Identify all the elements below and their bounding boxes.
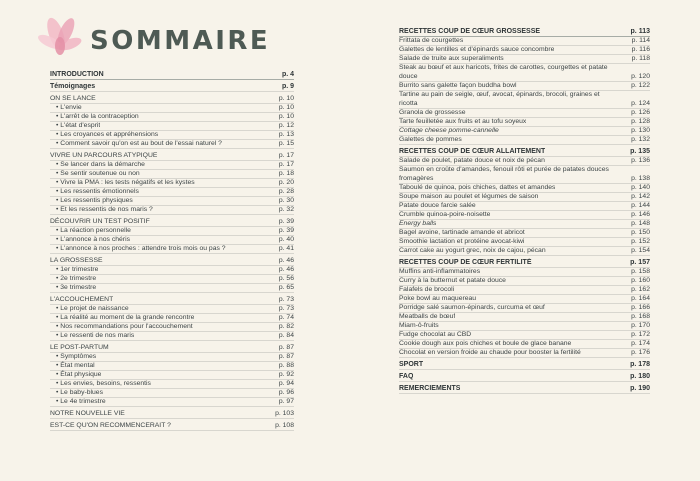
toc-entry-title: • Les croyances et appréhensions [50, 130, 158, 139]
toc-entry-page: p. 116 [631, 46, 650, 53]
toc-entry-title: Taboulé de quinoa, pois chiches, dattes et amandes [399, 184, 556, 191]
toc-entry-title: Soupe maison au poulet et légumes de saison [399, 193, 539, 200]
toc-entry-page: p. 168 [631, 313, 650, 320]
toc-entry [50, 379, 294, 388]
toc-entry-page: p. 28 [278, 188, 294, 195]
toc-entry-page: p. 94 [278, 380, 294, 387]
toc-entry [50, 322, 294, 331]
toc-entry-title: Curry à la butternut et patate douce [399, 277, 506, 284]
toc-entry-title: Galettes de pommes [399, 136, 462, 143]
toc-entry-page: p. 178 [630, 361, 650, 368]
toc-entry [50, 112, 294, 121]
toc-entry-page: p. 20 [278, 179, 294, 186]
toc-entry-page: p. 120 [631, 73, 650, 80]
toc-entry [50, 139, 294, 148]
toc-entry-title: Poke bowl au maquereau [399, 295, 477, 302]
toc-entry-title: Porridge salé saumon-épinards, curcuma et œuf [399, 304, 545, 311]
toc-entry-page: p. 136 [631, 157, 650, 164]
divider [399, 393, 650, 394]
toc-entry [399, 210, 650, 219]
toc-entry-title: Témoignages [50, 83, 96, 90]
toc-entry-title: SPORT [399, 361, 424, 368]
toc-entry [399, 192, 650, 201]
toc-entry-page: p. 113 [630, 28, 650, 35]
toc-entry-title: • Nos recommandations pour l'accouchement [50, 322, 193, 331]
toc-entry-title: • 1er trimestre [50, 265, 98, 274]
toc-entry-title: L'ACCOUCHEMENT [50, 296, 114, 303]
toc-entry-title: • État mental [50, 361, 95, 370]
toc-entry-page: p. 114 [631, 37, 650, 44]
toc-entry-page: p. 10 [278, 95, 294, 102]
toc-entry-title: RECETTES COUP DE CŒUR GROSSESSE [399, 28, 541, 35]
toc-entry-page: p. 174 [631, 340, 650, 347]
toc-entry-page: p. 124 [631, 100, 650, 107]
divider [399, 357, 650, 358]
toc-entry-page: p. 13 [278, 131, 294, 138]
toc-entry [399, 285, 650, 294]
toc-entry-page: p. 12 [278, 122, 294, 129]
toc-entry-page: p. 74 [278, 314, 294, 321]
toc-entry-page: p. 122 [631, 82, 650, 89]
toc-entry-title: • L'envie [50, 103, 82, 112]
toc-entry-title: • Vivre la PMA : les tests négatifs et les kystes [50, 178, 195, 187]
toc-entry-title: REMERCIEMENTS [399, 385, 461, 392]
toc-entry-page: p. 172 [631, 331, 650, 338]
toc-entry-page: p. 84 [278, 332, 294, 339]
toc-entry [50, 130, 294, 139]
toc-entry-title: • La réaction personnelle [50, 226, 131, 235]
toc-entry-page: p. 87 [278, 353, 294, 360]
toc-entry-title: • L'annonce à nos chéris [50, 235, 130, 244]
toc-entry-title: • Les envies, besoins, ressentis [50, 379, 151, 388]
toc-entry [50, 121, 294, 130]
divider [399, 381, 650, 382]
toc-entry-page: p. 132 [631, 136, 650, 143]
toc-entry [50, 331, 294, 340]
toc-entry [50, 283, 294, 292]
toc-entry-page: p. 88 [278, 362, 294, 369]
toc-entry [50, 178, 294, 187]
toc-entry [399, 237, 650, 246]
toc-entry [399, 303, 650, 312]
toc-entry [399, 219, 650, 228]
toc-entry [50, 361, 294, 370]
toc-entry-title: Burrito sans galette façon buddha bowl [399, 82, 517, 89]
toc-entry [399, 267, 650, 276]
toc-entry-title: • Symptômes [50, 352, 96, 361]
toc-entry [399, 183, 650, 192]
toc-entry-title: Smoothie lactation et protéine avocat-kiwi [399, 238, 525, 245]
toc-entry-page: p. 148 [631, 220, 650, 227]
toc-entry-page: p. 154 [631, 247, 650, 254]
toc-entry-page: p. 97 [278, 398, 294, 405]
toc-entry-page: p. 9 [281, 83, 294, 90]
toc-entry-title: • Le ressenti de nos maris [50, 331, 134, 340]
toc-entry [399, 81, 650, 90]
toc-entry-title: NOTRE NOUVELLE VIE [50, 410, 125, 417]
toc-entry [50, 244, 294, 253]
toc-entry-title: • L'état d'esprit [50, 121, 100, 130]
divider [50, 214, 294, 215]
toc-entry-page: p. 157 [630, 259, 650, 266]
toc-entry [399, 201, 650, 210]
toc-entry-page: p. 103 [275, 410, 294, 417]
toc-entry-title: Tartine au pain de seigle, œuf, avocat, épinards, brocoli, graines et ricotta [399, 91, 600, 107]
toc-entry [399, 63, 650, 81]
toc-entry-title: • Les ressentis physiques [50, 196, 133, 205]
toc-entry [50, 313, 294, 322]
divider [50, 292, 294, 293]
toc-entry [399, 36, 650, 45]
toc-entry-page: p. 180 [630, 373, 650, 380]
toc-entry-title: Patate douce farcie salée [399, 202, 476, 209]
toc-entry-page: p. 146 [631, 211, 650, 218]
toc-entry [50, 304, 294, 313]
toc-entry-page: p. 108 [275, 422, 294, 429]
toc-entry-title: DÉCOUVRIR UN TEST POSITIF [50, 218, 150, 225]
toc-entry-title: Energy balls [399, 220, 437, 227]
toc-entry-page: p. 40 [278, 236, 294, 243]
toc-entry-title: • L'arrêt de la contraception [50, 112, 139, 121]
toc-entry-title: LA GROSSESSE [50, 257, 103, 264]
flower-logo-icon [36, 14, 86, 56]
toc-entry-page: p. 39 [278, 218, 294, 225]
toc-entry [50, 235, 294, 244]
toc-entry-page: p. 4 [281, 71, 294, 78]
toc-entry-title: ON SE LANCE [50, 95, 96, 102]
toc-entry-page: p. 118 [631, 55, 650, 62]
toc-entry-page: p. 18 [278, 170, 294, 177]
toc-entry-title: • Les ressentis émotionnels [50, 187, 139, 196]
toc-entry-title: • La réalité au moment de la grande rencontre [50, 313, 194, 322]
toc-entry-page: p. 152 [631, 238, 650, 245]
toc-entry [399, 330, 650, 339]
toc-entry-title: Granola de grossesse [399, 109, 466, 116]
toc-entry-page: p. 160 [631, 277, 650, 284]
toc-entry-title: Fudge chocolat au CBD [399, 331, 472, 338]
toc-entry [50, 169, 294, 178]
toc-entry-title: • 2e trimestre [50, 274, 96, 283]
toc-entry-page: p. 17 [278, 152, 294, 159]
toc-entry-page: p. 164 [631, 295, 650, 302]
toc-entry-title: • Comment savoir qu'on est au bout de l'essai naturel ? [50, 139, 222, 148]
toc-entry-title: Saumon en croûte d'amandes, fenouil rôti et purée de patates douces fromagères [399, 166, 609, 182]
divider [399, 255, 650, 256]
toc-entry-title: Steak au bœuf et aux haricots, frites de carottes, courgettes et patate douce [399, 64, 608, 80]
toc-entry [50, 388, 294, 397]
toc-entry-page: p. 10 [278, 104, 294, 111]
toc-entry-title: Meatballs de bœuf [399, 313, 456, 320]
toc-entry-title: • Le 4e trimestre [50, 397, 106, 406]
toc-entry-page: p. 73 [278, 296, 294, 303]
toc-entry [50, 226, 294, 235]
toc-entry-page: p. 39 [278, 227, 294, 234]
toc-entry-page: p. 73 [278, 305, 294, 312]
toc-entry [50, 352, 294, 361]
toc-entry [399, 156, 650, 165]
toc-entry-page: p. 87 [278, 344, 294, 351]
toc-entry [399, 135, 650, 144]
toc-entry [399, 165, 650, 183]
toc-entry-page: p. 190 [630, 385, 650, 392]
toc-entry-title: RECETTES COUP DE CŒUR ALLAITEMENT [399, 148, 546, 155]
toc-entry [399, 54, 650, 63]
toc-entry-page: p. 170 [631, 322, 650, 329]
toc-entry-title: • L'annonce à nos proches : attendre trois mois ou pas ? [50, 244, 226, 253]
toc-entry-title: • État physique [50, 370, 101, 379]
divider [50, 79, 294, 80]
toc-entry-title: Miam-ô-fruits [399, 322, 439, 329]
toc-entry-title: • 3e trimestre [50, 283, 96, 292]
toc-entry-title: • Le projet de naissance [50, 304, 129, 313]
toc-entry-page: p. 130 [631, 127, 650, 134]
toc-entry [50, 205, 294, 214]
toc-entry-title: FAQ [399, 373, 414, 380]
toc-entry [399, 228, 650, 237]
toc-entry-page: p. 56 [278, 275, 294, 282]
toc-entry-title: VIVRE UN PARCOURS ATYPIQUE [50, 152, 158, 159]
toc-entry-page: p. 96 [278, 389, 294, 396]
toc-entry-page: p. 46 [278, 266, 294, 273]
toc-entry-title: Muffins anti-inflammatoires [399, 268, 481, 275]
toc-entry [399, 276, 650, 285]
divider [50, 430, 294, 431]
toc-entry [50, 265, 294, 274]
toc-entry-page: p. 82 [278, 323, 294, 330]
toc-entry [50, 370, 294, 379]
toc-entry-title: Tarte feuilletée aux fruits et au tofu soyeux [399, 118, 527, 125]
toc-entry-page: p. 126 [631, 109, 650, 116]
toc-entry-title: Falafels de brocoli [399, 286, 455, 293]
toc-entry [399, 246, 650, 255]
toc-entry-page: p. 144 [631, 202, 650, 209]
toc-entry-page: p. 150 [631, 229, 650, 236]
toc-entry-title: • Le baby-blues [50, 388, 103, 397]
toc-entry [399, 339, 650, 348]
toc-entry-title: Cookie dough aux pois chiches et boule de glace banane [399, 340, 572, 347]
toc-entry-page: p. 17 [278, 161, 294, 168]
toc-entry-title: LE POST-PARTUM [50, 344, 109, 351]
divider [50, 406, 294, 407]
toc-entry [50, 274, 294, 283]
divider [50, 253, 294, 254]
toc-entry-page: p. 162 [631, 286, 650, 293]
toc-entry [399, 312, 650, 321]
toc-entry-title: INTRODUCTION [50, 71, 104, 78]
toc-entry-page: p. 32 [278, 206, 294, 213]
divider [50, 340, 294, 341]
toc-entry [50, 397, 294, 406]
toc-entry [50, 187, 294, 196]
divider [50, 418, 294, 419]
page-title: SOMMAIRE [90, 26, 271, 56]
toc-entry [50, 103, 294, 112]
toc-entry-page: p. 30 [278, 197, 294, 204]
divider [50, 148, 294, 149]
toc-entry [399, 321, 650, 330]
toc-entry [399, 294, 650, 303]
toc-entry-title: • Et les ressentis de nos maris ? [50, 205, 153, 214]
toc-entry-title: Galettes de lentilles et d'épinards sauce concombre [399, 46, 555, 53]
toc-entry-title: RECETTES COUP DE CŒUR FERTILITÉ [399, 259, 532, 266]
toc-entry-title: Carrot cake au yogurt grec, noix de cajou, pécan [399, 247, 546, 254]
toc-entry-title: Salade de poulet, patate douce et noix de pécan [399, 157, 545, 164]
toc-entry-page: p. 65 [278, 284, 294, 291]
toc-entry-page: p. 41 [278, 245, 294, 252]
toc-entry-title: Bagel avoine, tartinade amande et abricot [399, 229, 525, 236]
toc-entry-page: p. 135 [630, 148, 650, 155]
toc-entry [399, 126, 650, 135]
toc-entry-title: Cottage cheese pomme-cannelle [399, 127, 499, 134]
toc-entry-page: p. 128 [631, 118, 650, 125]
toc-entry-page: p. 92 [278, 371, 294, 378]
toc-entry-page: p. 10 [278, 113, 294, 120]
toc-entry [399, 45, 650, 54]
toc-entry-page: p. 158 [631, 268, 650, 275]
toc-entry [399, 90, 650, 108]
divider [399, 369, 650, 370]
toc-entry-page: p. 142 [631, 193, 650, 200]
toc-entry-title: Salade de truite aux superaliments [399, 55, 504, 62]
toc-entry-page: p. 15 [278, 140, 294, 147]
toc-entry-page: p. 138 [631, 175, 650, 182]
toc-entry-page: p. 140 [631, 184, 650, 191]
toc-entry-title: Frittata de courgettes [399, 37, 464, 44]
toc-entry-title: • Se sentir soutenue ou non [50, 169, 140, 178]
divider [399, 144, 650, 145]
toc-entry [399, 108, 650, 117]
toc-entry [399, 117, 650, 126]
toc-entry [50, 160, 294, 169]
divider [50, 91, 294, 92]
toc-entry-title: • Se lancer dans la démarche [50, 160, 145, 169]
toc-entry [399, 348, 650, 357]
toc-entry-title: Crumble quinoa-poire-noisette [399, 211, 491, 218]
toc-entry-page: p. 176 [631, 349, 650, 356]
toc-entry-title: EST-CE QU'ON RECOMMENCERAIT ? [50, 422, 171, 429]
toc-entry-page: p. 166 [631, 304, 650, 311]
toc-entry-title: Chocolat en version froide au chaude pour booster la fertilité [399, 349, 581, 356]
toc-entry [50, 196, 294, 205]
toc-entry-page: p. 46 [278, 257, 294, 264]
